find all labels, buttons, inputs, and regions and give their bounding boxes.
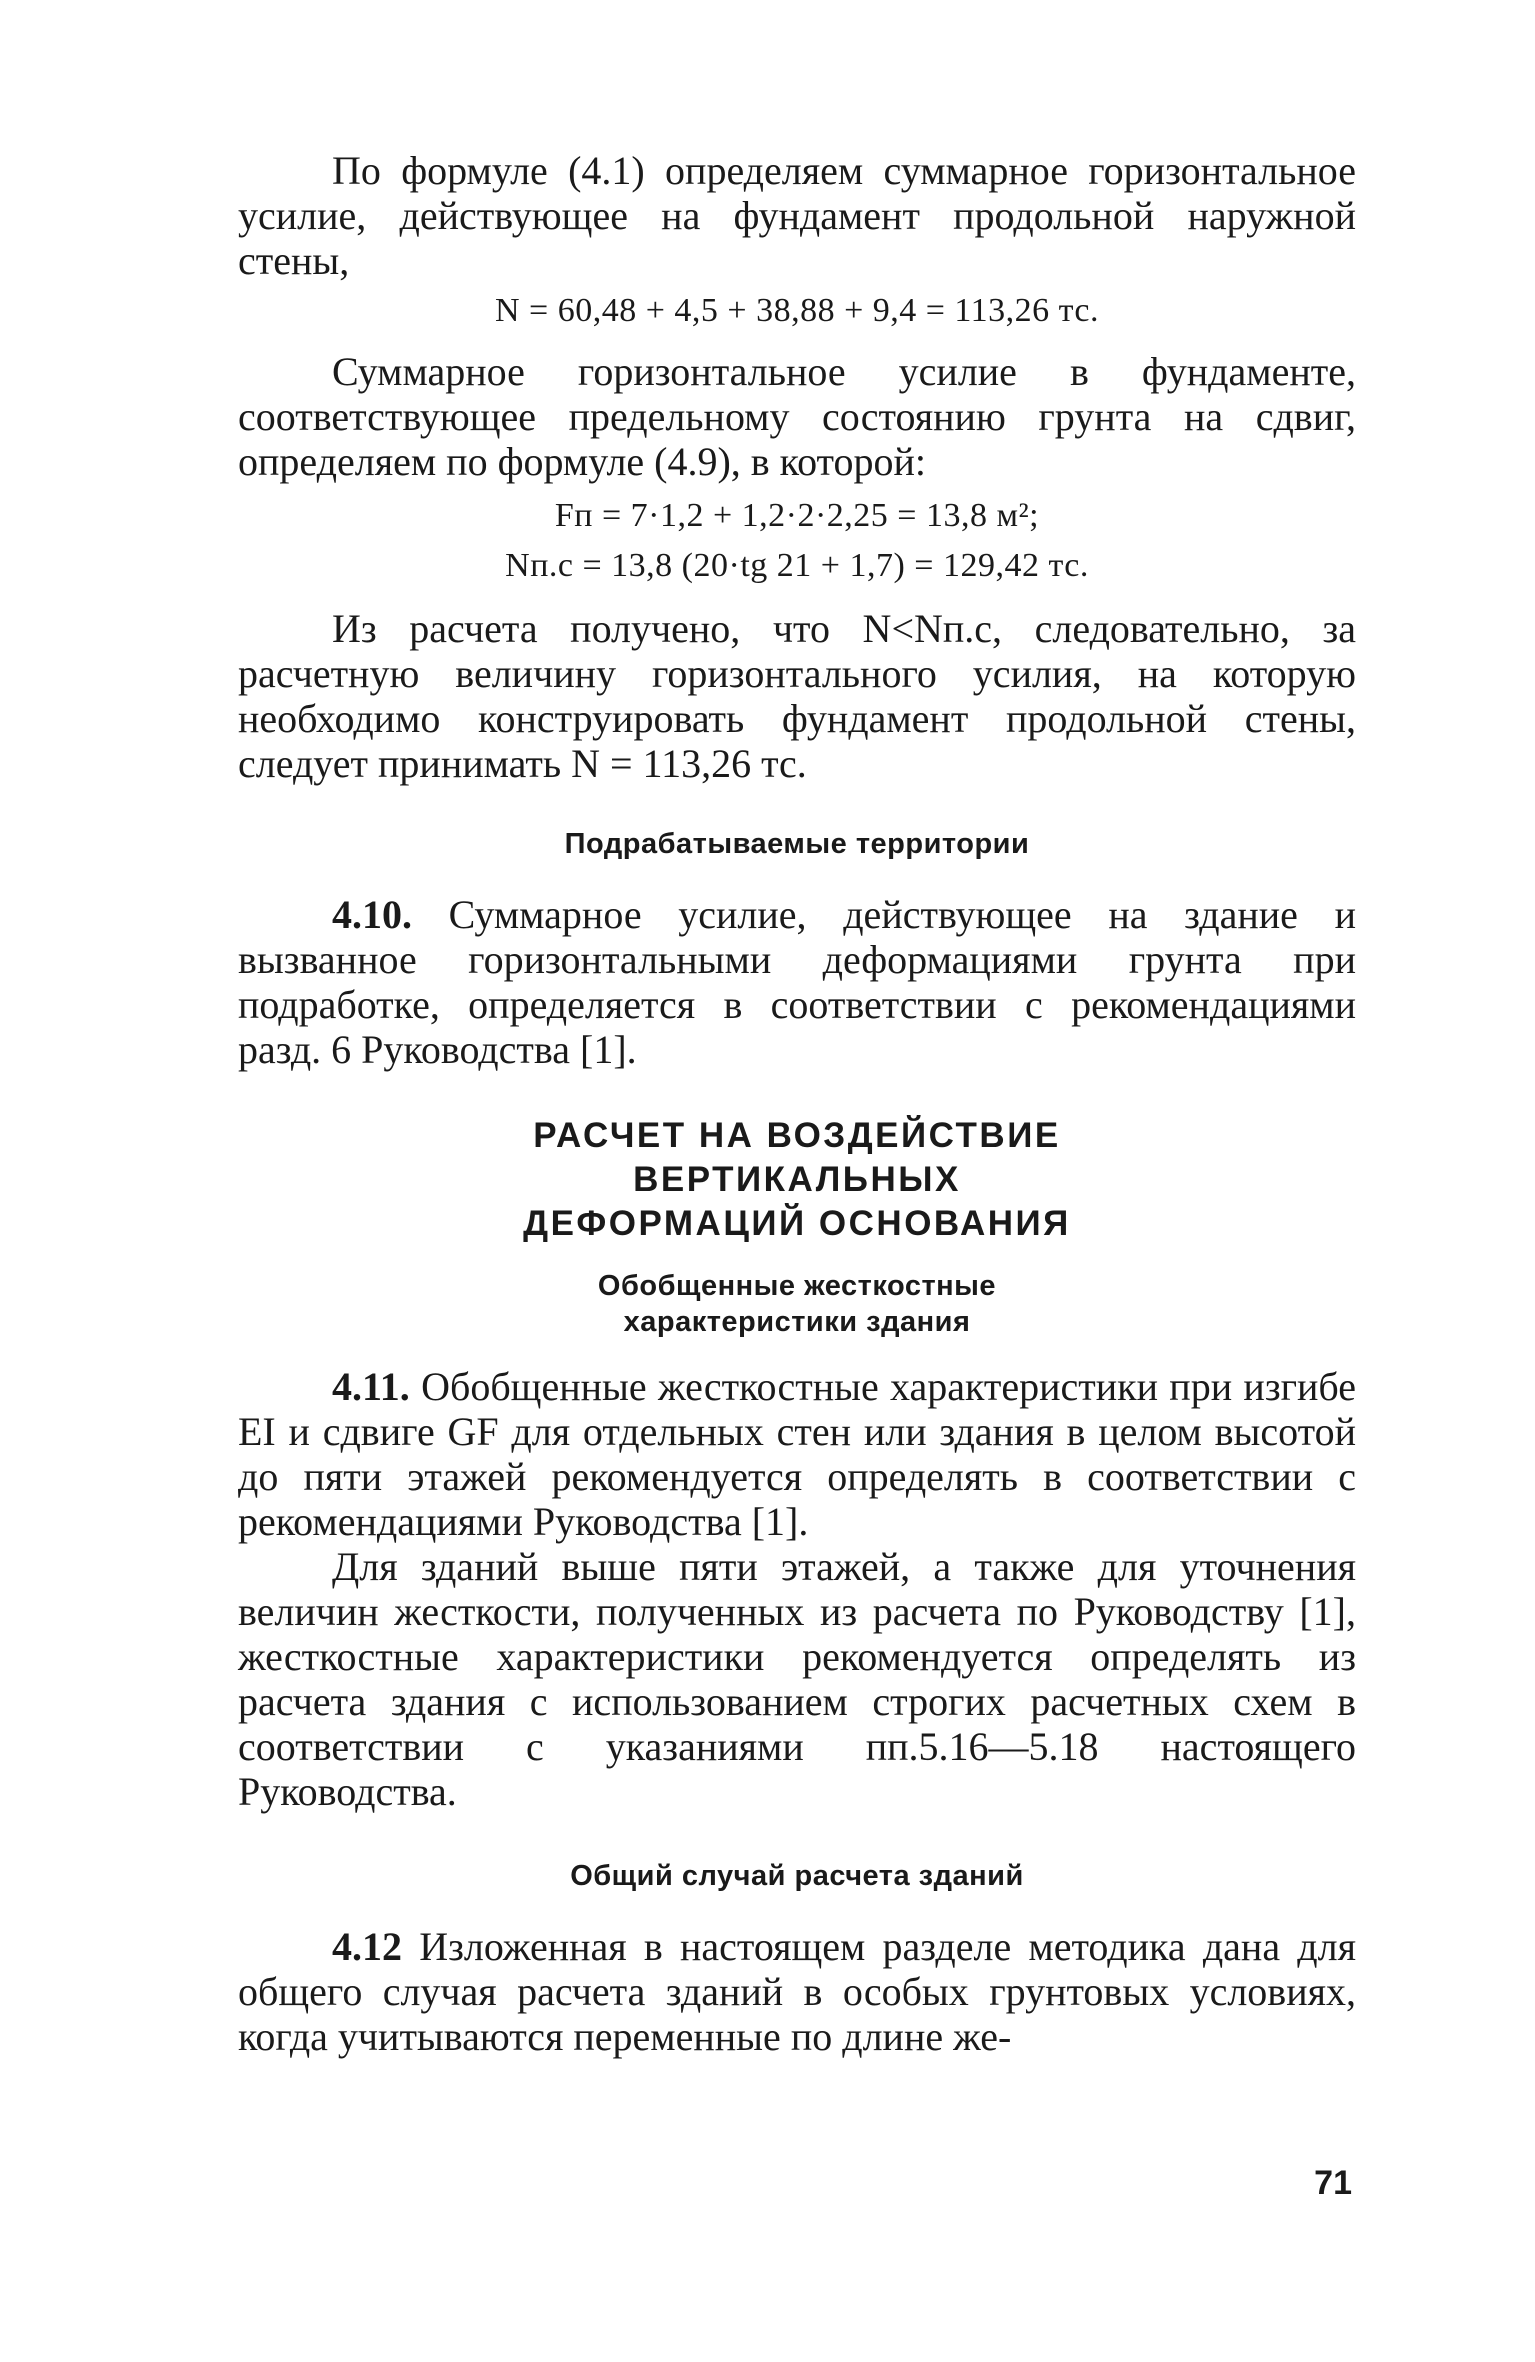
paragraph-number: 4.11. [332,1364,410,1409]
paragraph-number: 4.10. [332,892,412,937]
formula-total-force: N = 60,48 + 4,5 + 38,88 + 9,4 = 113,26 тс. [494,292,1100,329]
paragraph-4-12 [238,1924,1356,2059]
formula-limit-force: Nп.с = 13,8 (20·tg 21 + 1,7) = 129,42 тс. [505,547,1089,584]
paragraph-text: Суммарное усилие, действующее на здание и вызванное горизонтальными деформациями грунта при подработке, определяется в соответствии с рекомендациями разд. 6 Руководства [1]. [238,892,1356,1072]
document-page [238,148,1356,2059]
formula-area: Fп = 7·1,2 + 1,2·2·2,25 = 13,8 м²; [554,497,1040,534]
heading-undermined-territories: Подрабатываемые территории [564,828,1030,860]
section-heading-line: РАСЧЕТ НА ВОЗДЕЙСТВИЕ [533,1116,1061,1155]
paragraph-horizontal-force: По формуле (4.1) определяем суммарное горизонтальное усилие, действующее на фундамент продольной наружной стены, [238,148,1356,283]
paragraph-4-11 [238,1364,1356,1544]
subheading-stiffness [238,1268,1356,1340]
paragraph-limit-force: Суммарное горизонтальное усилие в фундаменте, соответствующее предельному состоянию грунта на сдвиг, определяем по формуле (4.9), в которой: [238,349,1356,484]
paragraph-4-11-continued: Для зданий выше пяти этажей, а также для уточнения величин жесткости, полученных из расчета по Руководству [1], жесткостные характеристики рекомендуется определять из расчета здания с использованием строгих расчетных схем в соответствии с указаниями пп.5.16—5.18 настоящего Руководства. [238,1544,1356,1814]
paragraph-conclusion: Из расчета получено, что N<Nп.с, следовательно, за расчетную величину горизонтального усилия, на которую необходимо конструировать фундамент продольной стены, следует принимать N = 113,26 тс. [238,606,1356,786]
subheading-line: характеристики здания [623,1306,971,1338]
page-number: 71 [1314,2164,1352,2202]
paragraph-text: Обобщенные жесткостные характеристики при изгибе EI и сдвиге GF для отдельных стен или здания в целом высотой до пяти этажей рекомендуется определять в соответствии с рекомендациями Руководства [1]. [238,1364,1357,1544]
paragraph-text: Изложенная в настоящем разделе методика дана для общего случая расчета зданий в особых грунтовых условиях, когда учитываются переменные по длине же- [238,1924,1356,2059]
paragraph-number: 4.12 [332,1924,402,1969]
section-heading-line: ДЕФОРМАЦИЙ ОСНОВАНИЯ [523,1204,1071,1243]
subheading-line: Обобщенные жесткостные [597,1270,997,1302]
section-heading-vertical-deformations [238,1114,1356,1246]
paragraph-4-10 [238,892,1356,1072]
heading-general-case: Общий случай расчета зданий [570,1860,1024,1892]
section-heading-line: ВЕРТИКАЛЬНЫХ [633,1160,961,1199]
